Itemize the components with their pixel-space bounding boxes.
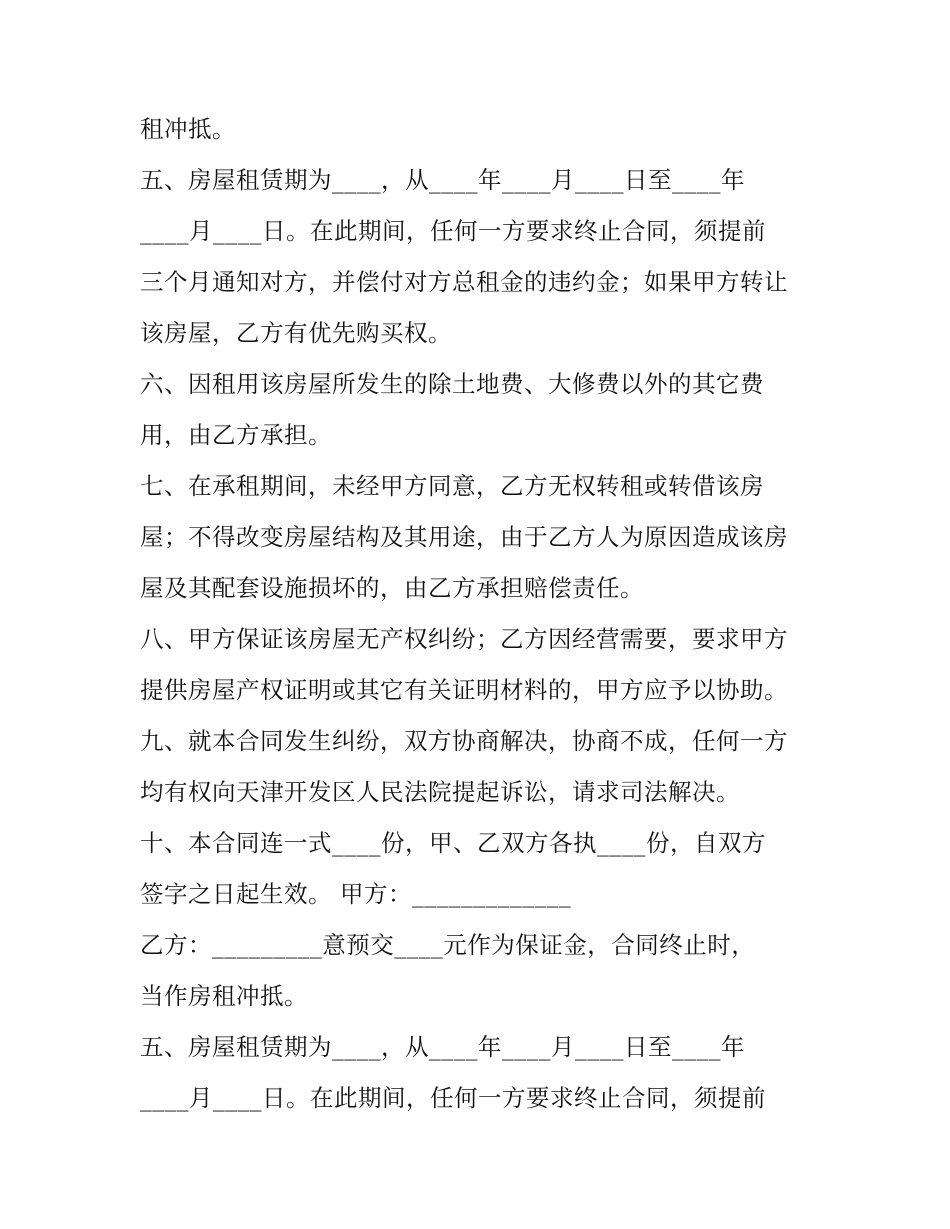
text-line: 五、房屋租赁期为____，从____年____月____日至____年 (140, 1033, 745, 1061)
text-line: 九、就本合同发生纠纷，双方协商解决，协商不成，任何一方 (140, 727, 788, 755)
text-line: ____月____日。在此期间，任何一方要求终止合同，须提前 (140, 1084, 766, 1112)
text-line: ____月____日。在此期间，任何一方要求终止合同，须提前 (140, 217, 766, 245)
text-line: 五、房屋租赁期为____，从____年____月____日至____年 (140, 166, 745, 194)
text-line: 屋及其配套设施损坏的，由乙方承担赔偿责任。 (140, 574, 644, 602)
text-line: 屋；不得改变房屋结构及其用途，由于乙方人为原因造成该房 (140, 523, 788, 551)
text-line: 六、因租用该房屋所发生的除土地费、大修费以外的其它费 (140, 370, 764, 398)
text-line: 签字之日起生效。 甲方：_____________ (140, 880, 572, 908)
text-line: 提供房屋产权证明或其它有关证明材料的，甲方应予以协助。 (140, 676, 788, 704)
text-line: 七、在承租期间，未经甲方同意，乙方无权转租或转借该房 (140, 472, 764, 500)
text-line: 八、甲方保证该房屋无产权纠纷；乙方因经营需要，要求甲方 (140, 625, 788, 653)
text-line: 均有权向天津开发区人民法院提起诉讼，请求司法解决。 (140, 778, 740, 806)
text-line: 该房屋，乙方有优先购买权。 (140, 319, 452, 347)
text-line: 租冲抵。 (140, 115, 236, 143)
text-line: 三个月通知对方，并偿付对方总租金的违约金；如果甲方转让 (140, 268, 788, 296)
text-line: 当作房租冲抵。 (140, 982, 308, 1010)
text-line: 乙方：_________意预交____元作为保证金，合同终止时， (140, 931, 756, 959)
text-line: 用，由乙方承担。 (140, 421, 332, 449)
text-line: 十、本合同连一式____份，甲、乙双方各执____份，自双方 (140, 829, 766, 857)
